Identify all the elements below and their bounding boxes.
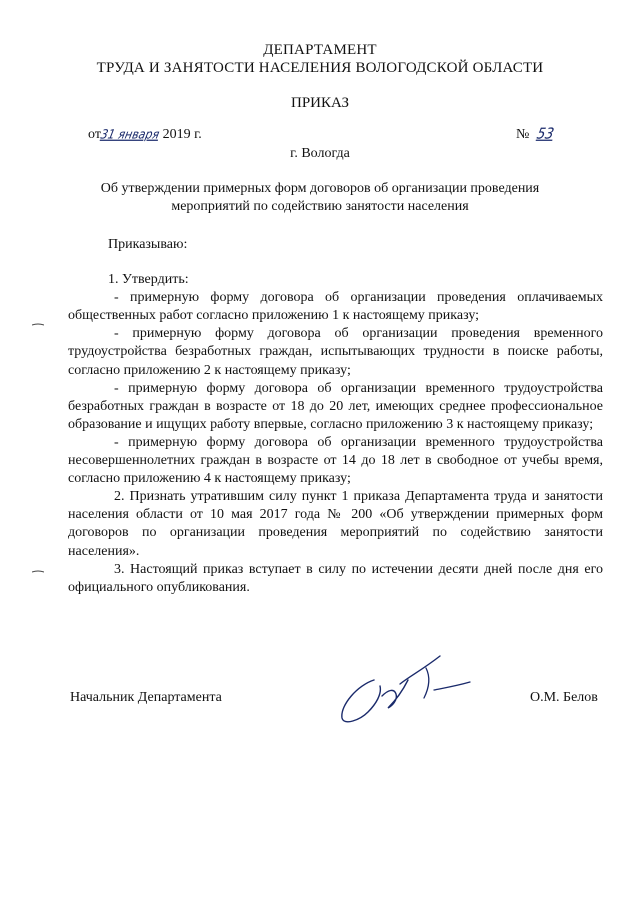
date-year: 2019 г. xyxy=(162,127,202,142)
date-prefix: от xyxy=(88,127,101,142)
order-word: Приказываю: xyxy=(108,237,188,252)
document-type-title: ПРИКАЗ xyxy=(291,95,349,111)
department-name-line1: ДЕПАРТАМЕНТ xyxy=(263,42,377,58)
item-1-bullet-3: - примерную форму договора об организации временного трудоустройства безработных граждан в возрасте от 18 до 20 лет, имеющих среднее профессиональное образование и ищущих работу впервые, согласно приложению 3 к настоящему приказу; xyxy=(68,380,603,432)
item-1-bullet-1: - примерную форму договора об организации проведения оплачиваемых общественных работ согласно приложению 1 к настоящему приказу; xyxy=(68,290,603,324)
handwritten-signature-image xyxy=(330,650,480,730)
handwritten-number: 53 xyxy=(535,125,556,144)
order-number xyxy=(516,127,579,143)
item-3: 3. Настоящий приказ вступает в силу по истечении десяти дней после дня его официального опубликования. xyxy=(68,561,603,595)
department-name-line2: ТРУДА И ЗАНЯТОСТИ НАСЕЛЕНИЯ ВОЛОГОДСКОЙ ОБЛАСТИ xyxy=(96,60,544,76)
order-subject xyxy=(0,180,640,216)
signatory-position: Начальник Департамента xyxy=(70,690,222,705)
city: г. Вологда xyxy=(290,146,350,161)
order-body xyxy=(68,236,603,597)
handwritten-date: 31 января xyxy=(99,127,161,142)
subject-line1: Об утверждении примерных форм договоров об организации проведения xyxy=(100,181,540,196)
order-date xyxy=(88,127,202,143)
number-label: № xyxy=(516,127,530,142)
item-1-bullet-4: - примерную форму договора об организации временного трудоустройства несовершеннолетних граждан в возрасте от 14 до 18 лет в свободное от учебы время, согласно приложению 4 к настоящему приказу; xyxy=(68,434,603,487)
margin-mark xyxy=(32,563,44,567)
margin-mark xyxy=(32,316,44,320)
item-1: 1. Утвердить: xyxy=(108,272,189,288)
signatory-name: О.М. Белов xyxy=(530,690,598,705)
subject-line2: мероприятий по содействию занятости населения xyxy=(171,199,469,214)
item-1-bullet-2: - примерную форму договора об организации проведения временного трудоустройства безработных граждан, испытывающих трудности в поиске работы, согласно приложению 2 к настоящему приказу; xyxy=(68,326,603,378)
item-2: 2. Признать утратившим силу пункт 1 приказа Департамента труда и занятости населения области от 10 мая 2017 года № 200 «Об утверждении примерных форм договоров по организации проведения мероприятий по содействию занятости населения». xyxy=(68,489,603,559)
